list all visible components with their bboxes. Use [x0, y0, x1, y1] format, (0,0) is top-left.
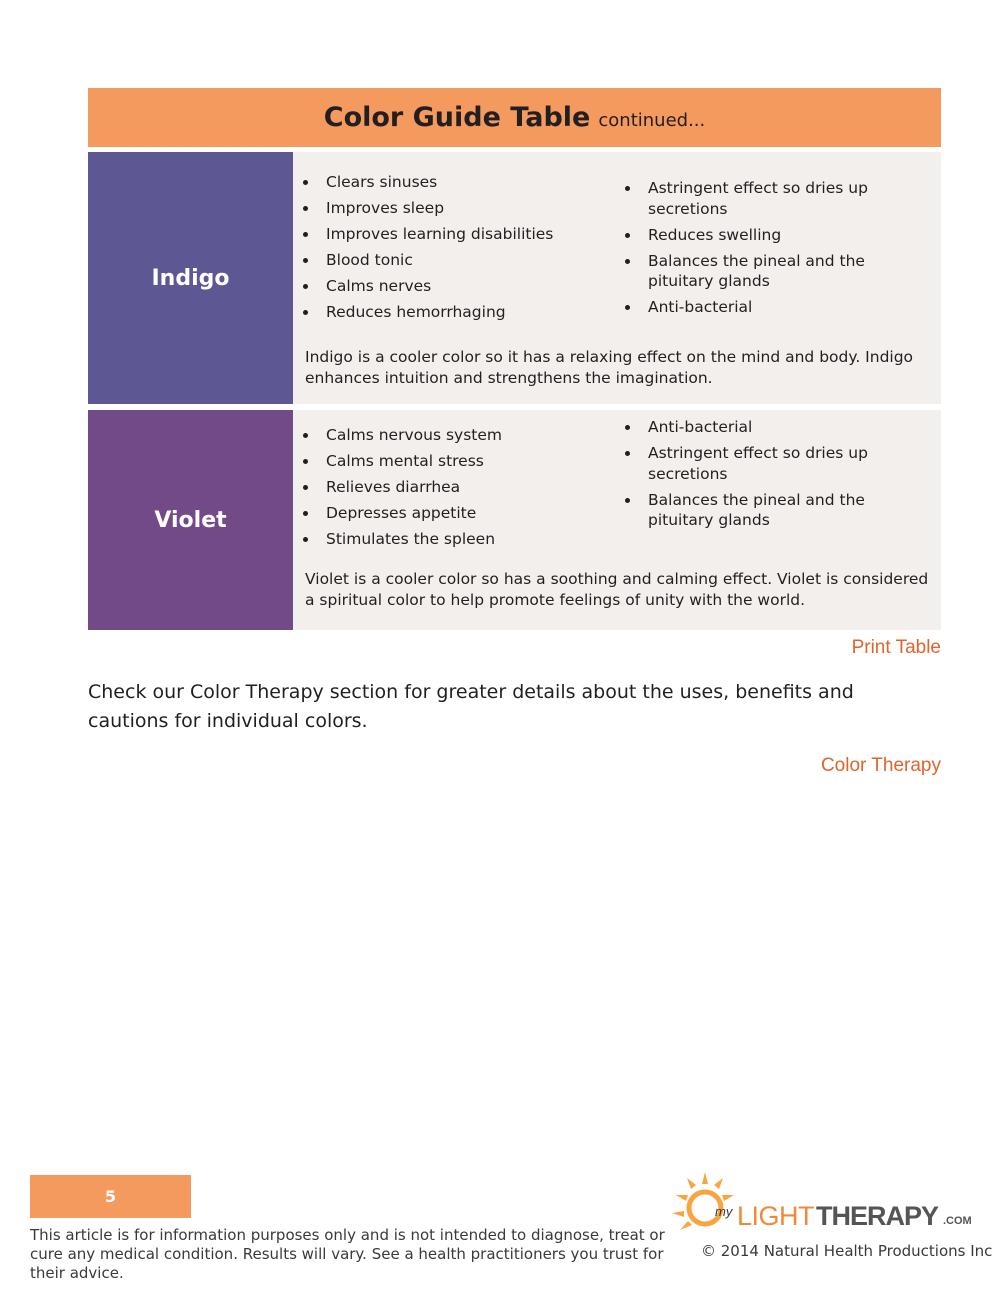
list-item: Balances the pineal and the pituitary glands	[617, 490, 927, 531]
violet-left-list	[295, 425, 605, 555]
body-paragraph: Check our Color Therapy section for greater details about the uses, benefits and cautions for individual colors.	[88, 681, 854, 732]
table-title-continued: continued...	[598, 110, 706, 131]
list-item: Reduces hemorrhaging	[295, 302, 605, 323]
logo-com: .COM	[943, 1215, 972, 1227]
row-label-violet	[88, 410, 293, 630]
logo-my: my	[715, 1204, 733, 1219]
violet-right-list	[617, 417, 927, 536]
list-item: Clears sinuses	[295, 172, 605, 193]
list-item: Astringent effect so dries up secretions	[617, 178, 927, 219]
list-item: Depresses appetite	[295, 503, 605, 524]
mylighttherapy-logo[interactable]	[668, 1168, 973, 1238]
list-item: Relieves diarrhea	[295, 477, 605, 498]
list-item: Balances the pineal and the pituitary glands	[617, 251, 927, 292]
indigo-description: Indigo is a cooler color so it has a relaxing effect on the mind and body. Indigo enhances intuition and strengthens the imagination.	[305, 348, 914, 387]
table-title: Color Guide Table	[323, 102, 591, 133]
list-item: Improves learning disabilities	[295, 224, 605, 245]
indigo-left-list	[295, 172, 605, 328]
page-number-badge	[30, 1175, 191, 1218]
list-item: Stimulates the spleen	[295, 529, 605, 550]
list-item: Astringent effect so dries up secretions	[617, 443, 927, 484]
indigo-right-list	[617, 178, 927, 323]
sun-icon	[668, 1168, 738, 1238]
logo-light: LIGHT	[737, 1201, 815, 1231]
list-item: Improves sleep	[295, 198, 605, 219]
list-item: Calms mental stress	[295, 451, 605, 472]
list-item: Anti-bacterial	[617, 297, 927, 318]
list-item: Calms nervous system	[295, 425, 605, 446]
logo-therapy: THERAPY	[816, 1201, 939, 1231]
violet-description: Violet is a cooler color so has a soothing and calming effect. Violet is considered a spiritual color to help promote feelings of unity with the world.	[305, 570, 929, 609]
copyright-text: © 2014 Natural Health Productions Inc	[701, 1242, 993, 1260]
list-item: Calms nerves	[295, 276, 605, 297]
row-content-violet	[293, 410, 941, 630]
disclaimer-text: This article is for information purposes only and is not intended to diagnose, treat or cure any medical condition. Results will vary. See a health practitioners you trust for their advice.	[30, 1226, 665, 1282]
print-table-link[interactable]: Print Table	[851, 637, 941, 658]
row-label-text: Violet	[154, 507, 227, 533]
table-header	[88, 88, 941, 147]
list-item: Anti-bacterial	[617, 417, 927, 438]
row-content-indigo	[293, 152, 941, 404]
row-label-indigo	[88, 152, 293, 404]
list-item: Reduces swelling	[617, 225, 927, 246]
row-label-text: Indigo	[151, 265, 230, 291]
color-therapy-link[interactable]: Color Therapy	[820, 755, 941, 776]
list-item: Blood tonic	[295, 250, 605, 271]
page-number: 5	[104, 1187, 117, 1206]
